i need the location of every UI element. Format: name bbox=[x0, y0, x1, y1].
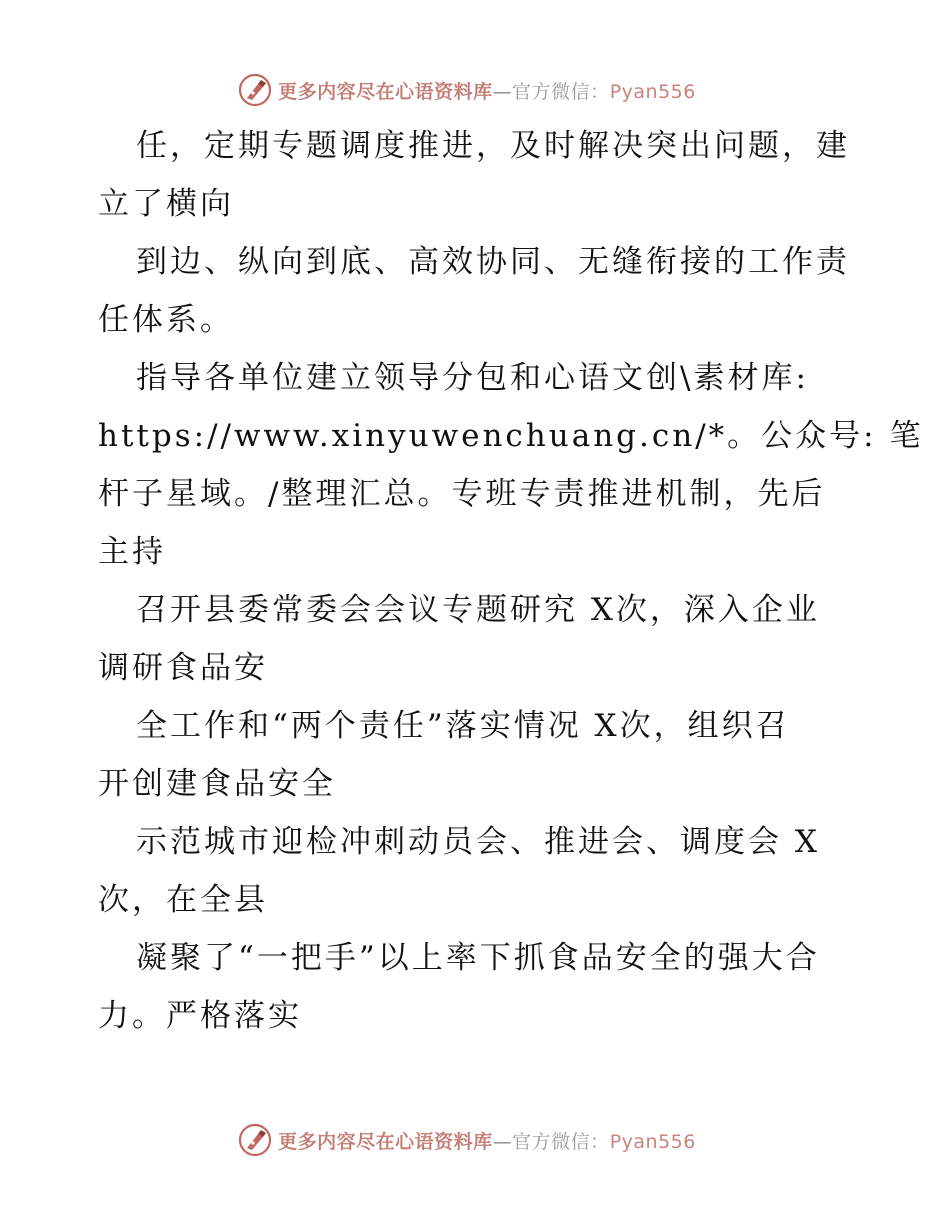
watermark-text bbox=[278, 1127, 696, 1154]
text-line: 力。严格落实 bbox=[98, 998, 302, 1034]
watermark-site: 更多内容尽在心语资料库 bbox=[278, 1130, 493, 1153]
watermark-wechat-label: 官方微信： bbox=[512, 1130, 610, 1153]
watermark-site: 更多内容尽在心语资料库 bbox=[278, 80, 493, 103]
watermark-account: Pyan556 bbox=[609, 80, 696, 103]
text-line: 任体系。 bbox=[98, 302, 234, 338]
header-watermark bbox=[0, 70, 950, 110]
watermark-text bbox=[278, 77, 696, 104]
watermark-dash: — bbox=[492, 80, 513, 103]
text-line: 示范城市迎检冲刺动员会、推进会、调度会 X bbox=[136, 824, 820, 860]
pen-nib-logo-icon bbox=[238, 73, 272, 107]
text-line: 凝聚了“一把手”以上率下抓食品安全的强大合 bbox=[136, 940, 820, 976]
pen-nib-logo-icon bbox=[238, 1123, 272, 1157]
watermark-wechat-label: 官方微信： bbox=[512, 80, 610, 103]
watermark-inner bbox=[238, 1123, 696, 1157]
text-line: 指导各单位建立领导分包和心语文创\素材库: bbox=[136, 360, 809, 396]
text-line: 召开县委常委会会议专题研究 X次，深入企业 bbox=[136, 592, 820, 628]
text-line: 开创建食品安全 bbox=[98, 766, 336, 802]
watermark-dash: — bbox=[492, 1130, 513, 1153]
text-line: 主持 bbox=[98, 534, 166, 570]
text-line: 任，定期专题调度推进，及时解决突出问题，建 bbox=[136, 128, 850, 164]
watermark-account: Pyan556 bbox=[609, 1130, 696, 1153]
text-line: https://www.xinyuwenchuang.cn/*。公众号: 笔 bbox=[98, 418, 924, 454]
text-line: 调研食品安 bbox=[98, 650, 268, 686]
text-line: 到边、纵向到底、高效协同、无缝衔接的工作责 bbox=[136, 244, 850, 280]
footer-watermark bbox=[0, 1120, 950, 1160]
text-line: 立了横向 bbox=[98, 186, 234, 222]
text-line: 杆子星域。/整理汇总。专班专责推进机制，先后 bbox=[98, 476, 826, 512]
text-line: 全工作和“两个责任”落实情况 X次，组织召 bbox=[136, 708, 790, 744]
watermark-inner bbox=[238, 73, 696, 107]
text-line: 次，在全县 bbox=[98, 882, 268, 918]
document-body bbox=[98, 117, 924, 1045]
